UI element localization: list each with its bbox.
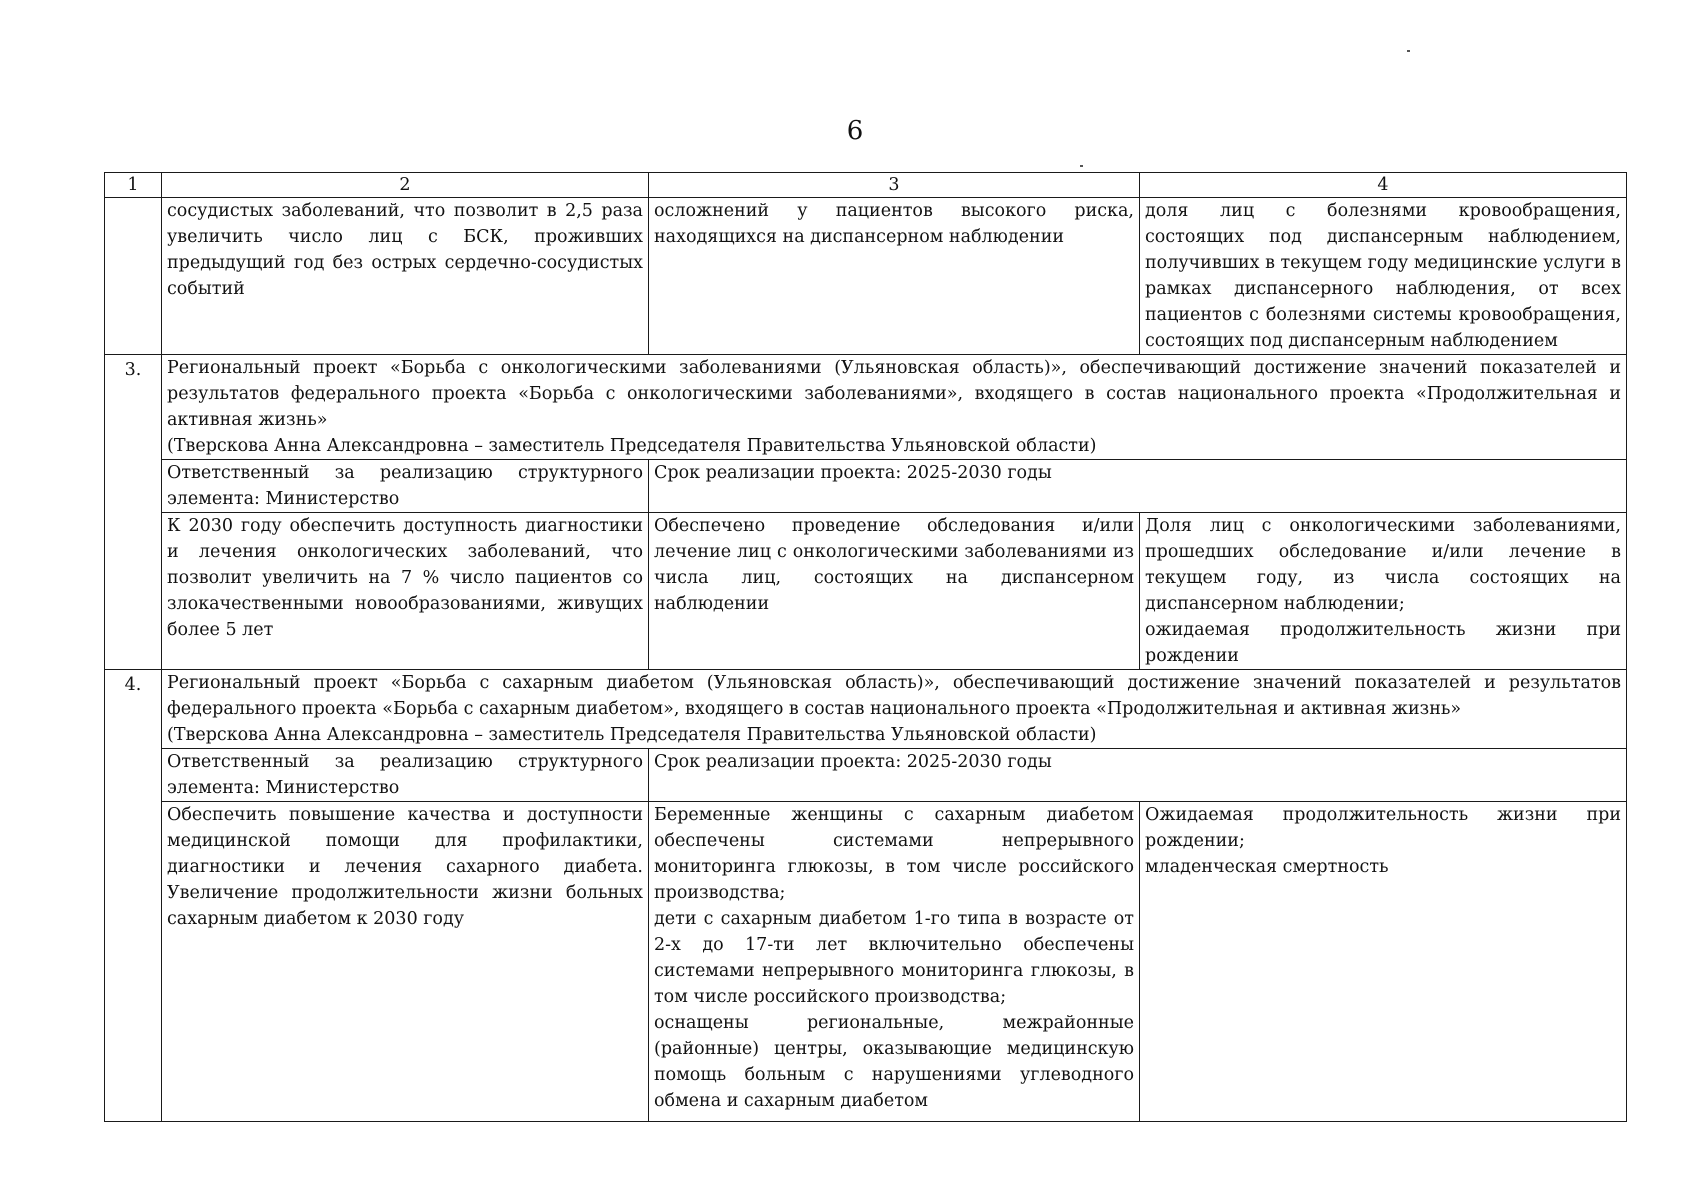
section-number: 4. xyxy=(105,670,162,1122)
responsible-cell: Ответственный за реализацию структурного элемента: Министерство xyxy=(162,749,649,802)
section-title-row xyxy=(105,355,1627,460)
result-item: дети с сахарным диабетом 1-го типа в возрасте от 2-х до 17-ти лет включительно обеспечены системами непрерывного мониторинга глюкозы, в том числе российского производства; xyxy=(654,909,1134,1007)
section-title-cell xyxy=(162,670,1627,749)
term-cell: Срок реализации проекта: 2025-2030 годы xyxy=(649,460,1627,513)
section-title-cell xyxy=(162,355,1627,460)
term-cell: Срок реализации проекта: 2025-2030 годы xyxy=(649,749,1627,802)
table-row xyxy=(105,460,1627,513)
goal-cell: К 2030 году обеспечить доступность диагностики и лечения онкологических заболеваний, что позволит увеличить на 7 % число пациентов со злокачественными новообразованиями, живущих более 5 лет xyxy=(162,513,649,670)
scan-speck xyxy=(1080,165,1083,167)
section-curator: (Тверскова Анна Александровна – заместитель Председателя Правительства Ульяновской области) xyxy=(167,725,1097,745)
table-row xyxy=(105,749,1627,802)
section-number: 3. xyxy=(105,355,162,670)
result-item: оснащены региональные, межрайонные (районные) центры, оказывающие медицинскую помощь больным с нарушениями углеводного обмена и сахарным диабетом xyxy=(654,1013,1134,1111)
indicator-item: младенческая смертность xyxy=(1145,857,1389,877)
indicator-cell: доля лиц с болезнями кровообращения, состоящих под диспансерным наблюдением, получивших в текущем году медицинские услуги в рамках диспансерного наблюдения, от всех пациентов с болезнями системы кровообращения, состоящих под диспансерным наблюдением xyxy=(1140,198,1627,355)
header-col-1: 1 xyxy=(105,173,162,198)
header-col-3: 3 xyxy=(649,173,1140,198)
page-number: 6 xyxy=(846,116,864,146)
scan-speck xyxy=(1407,50,1410,52)
indicator-cell xyxy=(1140,802,1627,1122)
goal-cell: Обеспечить повышение качества и доступности медицинской помощи для профилактики, диагностики и лечения сахарного диабета. Увеличение продолжительности жизни больных сахарным диабетом к 2030 году xyxy=(162,802,649,1122)
program-table xyxy=(104,172,1627,1122)
header-col-4: 4 xyxy=(1140,173,1627,198)
row-number-cell xyxy=(105,198,162,355)
indicator-cell xyxy=(1140,513,1627,670)
header-col-2: 2 xyxy=(162,173,649,198)
result-cell: Обеспечено проведение обследования и/или лечение лиц с онкологическими заболеваниями из числа лиц, состоящих на диспансерном наблюдении xyxy=(649,513,1140,670)
section-title: Региональный проект «Борьба с сахарным диабетом (Ульяновская область)», обеспечивающий достижение значений показателей и результатов федерального проекта «Борьба с сахарным диабетом», входящего в состав национального проекта «Продолжительная и активная жизнь» xyxy=(167,673,1621,719)
indicator-item: Доля лиц с онкологическими заболеваниями, прошедших обследование и/или лечение в текущем году, из числа состоящих на диспансерном наблюдении; xyxy=(1145,516,1621,614)
responsible-cell: Ответственный за реализацию структурного элемента: Министерство xyxy=(162,460,649,513)
goal-cell: сосудистых заболеваний, что позволит в 2,5 раза увеличить число лиц с БСК, проживших предыдущий год без острых сердечно-сосудистых событий xyxy=(162,198,649,355)
result-cell: осложнений у пациентов высокого риска, находящихся на диспансерном наблюдении xyxy=(649,198,1140,355)
result-item: Беременные женщины с сахарным диабетом обеспечены системами непрерывного мониторинга глюкозы, в том числе российского производства; xyxy=(654,805,1134,903)
section-title: Региональный проект «Борьба с онкологическими заболеваниями (Ульяновская область)», обеспечивающий достижение значений показателей и результатов федерального проекта «Борьба с онкологическими заболеваниями», входящего в состав национального проекта «Продолжительная и активная жизнь» xyxy=(167,358,1621,430)
section-title-row xyxy=(105,670,1627,749)
table-header-row xyxy=(105,173,1627,198)
table-row xyxy=(105,513,1627,670)
table-row xyxy=(105,198,1627,355)
indicator-item: Ожидаемая продолжительность жизни при рождении; xyxy=(1145,805,1621,851)
result-cell xyxy=(649,802,1140,1122)
section-curator: (Тверскова Анна Александровна – заместитель Председателя Правительства Ульяновской области) xyxy=(167,436,1097,456)
indicator-item: ожидаемая продолжительность жизни при рождении xyxy=(1145,620,1621,666)
table-row xyxy=(105,802,1627,1122)
